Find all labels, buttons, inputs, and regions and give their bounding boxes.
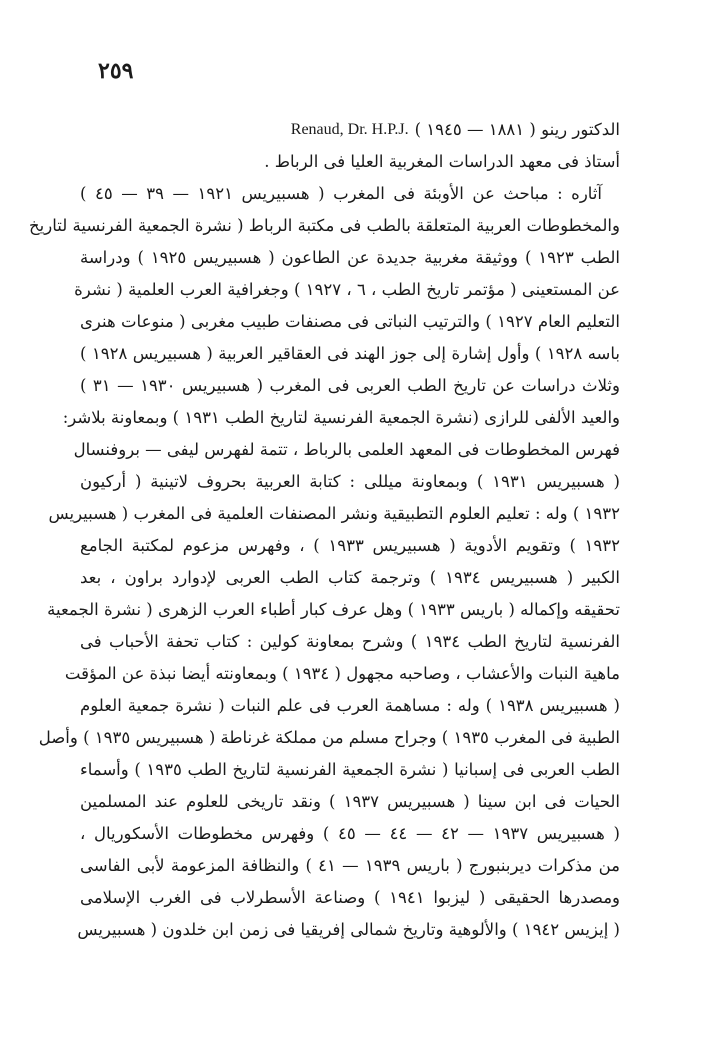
text-line: والعيد الألفى للرازى (نشرة الجمعية الفرنسية لتاريخ الطب ١٩٣١ ) وبمعاونة بلاشر: [62, 408, 620, 427]
text-line: عن المستعينى ( مؤتمر تاريخ الطب ، ٦ ، ١٩٢٧ ) وجغرافية العرب العلمية ( نشرة [74, 280, 620, 299]
text-line: الطب ١٩٢٣ ) ووثيقة مغربية جديدة عن الطاعون ( هسبيريس ١٩٢٥ ) ودراسة [80, 248, 621, 267]
text-line: ( إيزيس ١٩٤٢ ) والألوهية وتاريخ شمالى إفريقيا فى زمن ابن خلدون ( هسبيريس [77, 920, 620, 939]
text-line: الحيات فى ابن سينا ( هسبيريس ١٩٣٧ ) ونقد تاريخى للعلوم عند المسلمين [80, 792, 620, 811]
text-line: والمخطوطات العربية المتعلقة بالطب فى مكتبة الرباط ( نشرة الجمعية الفرنسية لتاريخ [29, 216, 620, 235]
text-line: باسه ١٩٢٨ ) وأول إشارة إلى جوز الهند فى العقاقير العربية ( هسبيريس ١٩٢٨ ) [80, 344, 621, 363]
text-line: الفرنسية لتاريخ الطب ١٩٣٤ ) وشرح بمعاونة كولين : كتاب تحفة الأحباب فى [80, 632, 620, 651]
entry-arabic-name: الدكتور رينو ( ١٨٨١ — ١٩٤٥ ) [414, 120, 620, 139]
text-line: من مذكرات ديربنبورج ( باريس ١٩٣٩ — ٤١ ) والنظافة المزعومة لأبى الفاسى [80, 856, 620, 875]
text-line: التعليم العام ١٩٢٧ ) والترتيب النباتى فى مصنفات طبيب مغربى ( منوعات هنرى [80, 312, 621, 331]
text-line: تحقيقه وإكماله ( باريس ١٩٣٣ ) وهل عرف كبار أطباء العرب الزهرى ( نشرة الجمعية [47, 600, 620, 619]
text-line: الطبية فى المغرب ١٩٣٥ ) وجراح مسلم من مملكة غرناطة ( هسبيريس ١٩٣٥ ) وأصل [38, 728, 620, 747]
text-line: ١٩٣٢ ) وله : تعليم العلوم التطبيقية ونشر المصنفات العلمية فى المغرب ( هسبيريس [48, 504, 620, 523]
text-line: ( هسبيريس ١٩٣٨ ) وله : مساهمة العرب فى علم النبات ( نشرة جمعية العلوم [80, 696, 620, 715]
text-line: ( هسبيريس ١٩٣١ ) وبمعاونة ميللى : كتابة العربية بحروف لاتينية ( أركيون [80, 472, 620, 491]
text-line: ومصدرها الحقيقى ( ليزبوا ١٩٤١ ) وصناعة الأسطرلاب فى الغرب الإسلامى [80, 888, 621, 907]
text-line: فهرس المخطوطات فى المعهد العلمى بالرباط ، تتمة لفهرس ليفى — بروفنسال [73, 440, 620, 459]
text-line: ماهية النبات والأعشاب ، وصاحبه مجهول ( ١٩٣٤ ) وبمعاونته أيضا نبذة عن المؤقت [64, 664, 620, 683]
entry-heading [80, 114, 620, 146]
page-number: ٢٥٩ [98, 58, 134, 84]
entry-body [29, 114, 621, 946]
text-line: الكبير ( هسبيريس ١٩٣٤ ) وترجمة كتاب الطب العربى لإدوارد براون ، بعد [80, 568, 620, 587]
text-line: ١٩٣٢ ) وتقويم الأدوية ( هسبيريس ١٩٣٣ ) ، وفهرس مزعوم لمكتبة الجامع [80, 536, 620, 555]
text-line: الطب العربى فى إسبانيا ( نشرة الجمعية الفرنسية لتاريخ الطب ١٩٣٥ ) وأسماء [80, 760, 620, 779]
text-line: آثاره : مباحث عن الأوبئة فى المغرب ( هسبيريس ١٩٢١ — ٣٩ — ٤٥ ) [80, 184, 602, 203]
text-line: ( هسبيريس ١٩٣٧ — ٤٢ — ٤٤ — ٤٥ ) وفهرس مخطوطات الأسكوريال ، [80, 824, 620, 843]
entry-latin-name: Renaud, Dr. H.P.J. [290, 121, 409, 138]
text-line: وثلاث دراسات عن تاريخ الطب العربى فى المغرب ( هسبيريس ١٩٣٠ — ٣١ ) [80, 376, 620, 395]
text-line: أستاذ فى معهد الدراسات المغربية العليا فى الرباط . [264, 152, 620, 171]
